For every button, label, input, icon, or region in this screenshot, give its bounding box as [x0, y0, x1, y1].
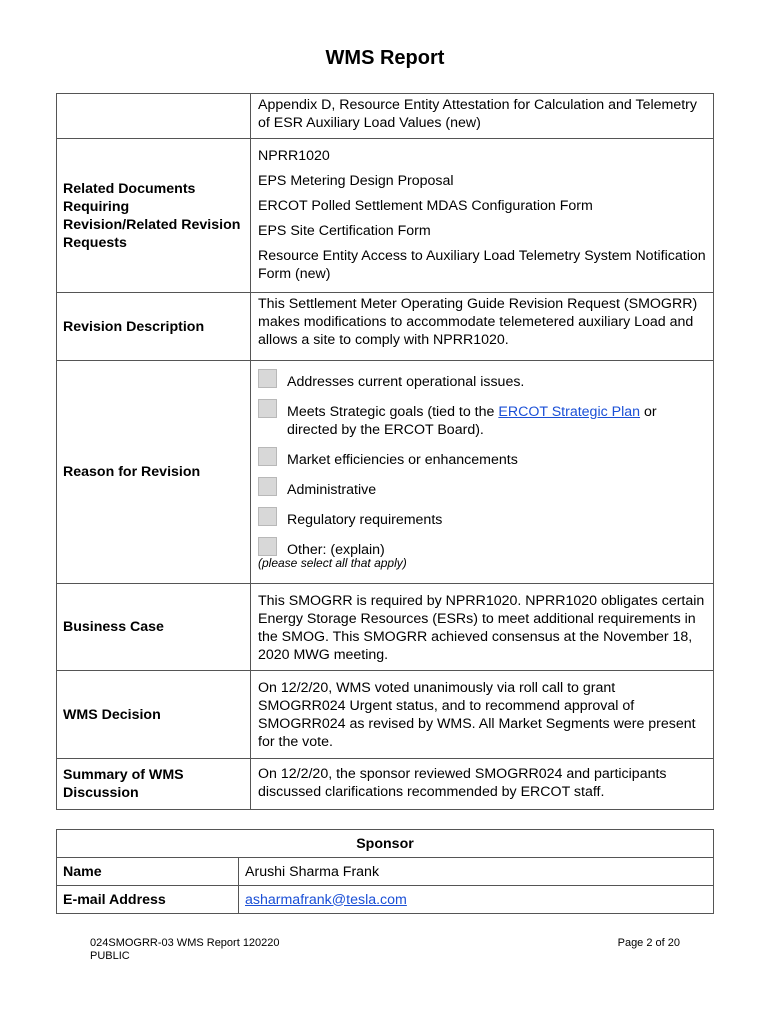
- checkbox[interactable]: [258, 447, 277, 466]
- revision-description-label: Revision Description: [57, 293, 251, 361]
- table-row: [57, 293, 714, 361]
- sponsor-name-label: Name: [57, 858, 239, 886]
- footer-classification: PUBLIC: [90, 950, 130, 962]
- reason-option-label: Administrative: [287, 482, 377, 498]
- sponsor-email-label: E-mail Address: [57, 886, 239, 914]
- reason-option: [258, 373, 706, 391]
- footer-page-number: Page 2 of 20: [617, 937, 680, 949]
- strategic-plan-link[interactable]: ERCOT Strategic Plan: [498, 404, 641, 420]
- reason-option: [258, 511, 706, 529]
- report-table: [56, 93, 714, 810]
- related-docs-list: [251, 139, 714, 293]
- checkbox[interactable]: [258, 477, 277, 496]
- page-title: WMS Report: [325, 47, 445, 69]
- summary-value: On 12/2/20, the sponsor reviewed SMOGRR024 and participants discussed clarifications recommended by ERCOT staff.: [251, 759, 714, 810]
- sponsor-name-value: Arushi Sharma Frank: [239, 858, 714, 886]
- table-row: [57, 94, 714, 139]
- reason-option-label: Other: (explain): [287, 542, 385, 558]
- table-row: [57, 858, 714, 886]
- table-row: [57, 139, 714, 293]
- checkbox[interactable]: [258, 507, 277, 526]
- wms-decision-value: On 12/2/20, WMS voted unanimously via roll call to grant SMOGRR024 Urgent status, and to recommend approval of SMOGRR024 as revised by WMS. All Market Segments were present for the vote.: [251, 671, 714, 759]
- reason-option: [258, 541, 706, 559]
- reason-option-label: Market efficiencies or enhancements: [287, 452, 518, 468]
- reason-options: [251, 361, 714, 584]
- checkbox[interactable]: [258, 369, 277, 388]
- table-row: [57, 886, 714, 914]
- sponsor-email-link[interactable]: asharmafrank@tesla.com: [245, 891, 407, 908]
- footer-doc-id: 024SMOGRR-03 WMS Report 120220: [90, 937, 280, 949]
- reason-option: [258, 451, 706, 469]
- summary-label: Summary of WMS Discussion: [57, 759, 251, 810]
- reason-option-label: Addresses current operational issues.: [287, 374, 525, 390]
- appendix-label: [57, 94, 251, 139]
- reason-note: (please select all that apply): [258, 556, 407, 570]
- related-doc-item: EPS Metering Design Proposal: [258, 173, 454, 189]
- table-row: [57, 671, 714, 759]
- sponsor-email-cell: [239, 886, 714, 914]
- reason-option-prefix: Meets Strategic goals (tied to the: [287, 404, 499, 420]
- appendix-value: Appendix D, Resource Entity Attestation for Calculation and Telemetry of ESR Auxiliary Load Values (new): [251, 94, 714, 139]
- checkbox[interactable]: [258, 399, 277, 418]
- related-doc-item: NPRR1020: [258, 148, 330, 164]
- revision-description-value: This Settlement Meter Operating Guide Revision Request (SMOGRR) makes modifications to accommodate telemetered auxiliary Load and allows a site to comply with NPRR1020.: [251, 293, 714, 361]
- table-row: [57, 584, 714, 671]
- related-doc-item: Resource Entity Access to Auxiliary Load Telemetry System Notification Form (new): [258, 248, 706, 282]
- sponsor-table: [56, 829, 714, 914]
- reason-label: Reason for Revision: [57, 361, 251, 584]
- table-row: [57, 830, 714, 858]
- reason-option-suffix: or directed by the ERCOT Board).: [287, 404, 657, 438]
- business-case-label: Business Case: [57, 584, 251, 671]
- related-doc-item: ERCOT Polled Settlement MDAS Configuration Form: [258, 198, 593, 214]
- table-row: [57, 759, 714, 810]
- wms-decision-label: WMS Decision: [57, 671, 251, 759]
- checkbox[interactable]: [258, 537, 277, 556]
- footer-doc-info: [90, 937, 280, 963]
- table-row: [57, 361, 714, 584]
- related-docs-label: Related Documents Requiring Revision/Related Revision Requests: [57, 139, 251, 293]
- sponsor-heading: Sponsor: [57, 830, 714, 858]
- reason-option: [258, 403, 706, 439]
- business-case-value: This SMOGRR is required by NPRR1020. NPRR1020 obligates certain Energy Storage Resources (ESRs) to meet additional requirements in the SMOG. This SMOGRR achieved consensus at the November 18, 2020 MWG meeting.: [251, 584, 714, 671]
- reason-option-label: Regulatory requirements: [287, 512, 443, 528]
- reason-option: [258, 481, 706, 499]
- related-doc-item: EPS Site Certification Form: [258, 223, 431, 239]
